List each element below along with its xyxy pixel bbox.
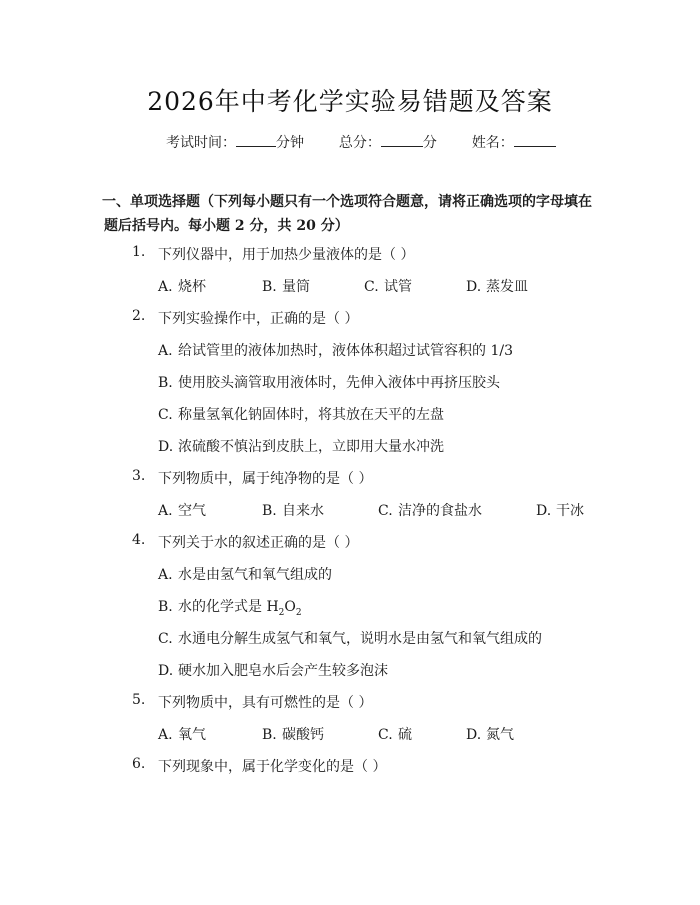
time-label: 考试时间： [166, 135, 236, 151]
option-letter: B. [262, 279, 277, 295]
section-heading-line1: 一、单项选择题（下列每小题只有一个选项符合题意，请将正确选项的字母填在 [102, 194, 592, 210]
q3-option-a [158, 500, 206, 520]
time-unit: 分钟 [276, 135, 304, 151]
option-text: 自来水 [282, 503, 324, 519]
score-unit: 分 [422, 135, 437, 151]
question-number: 6. [132, 756, 146, 772]
q2-option-c [158, 404, 444, 424]
option-text: 洁净的食盐水 [398, 503, 482, 519]
option-text: 试管 [384, 279, 412, 295]
question-text: 下列仪器中，用于加热少量液体的是（ ） [158, 247, 415, 263]
question-number: 2. [132, 308, 146, 324]
option-text: 水通电分解生成氢气和氧气，说明水是由氢气和氧气组成的 [178, 631, 542, 647]
q3-option-b [262, 500, 324, 520]
option-text: 水的化学式是 H [178, 599, 279, 615]
option-text: 蒸发皿 [486, 279, 528, 295]
time-blank [236, 132, 276, 147]
option-text: 氮气 [486, 727, 514, 743]
question-number: 4. [132, 532, 146, 548]
q3-option-c [378, 500, 482, 520]
question-text: 下列物质中，属于纯净物的是（ ） [158, 471, 373, 487]
option-letter: A. [158, 343, 173, 359]
option-text: 硬水加入肥皂水后会产生较多泡沫 [178, 663, 388, 679]
q5-option-a [158, 724, 206, 744]
option-text: 称量氢氧化钠固体时，将其放在天平的左盘 [178, 407, 444, 423]
option-letter: B. [158, 599, 173, 615]
name-label: 姓名： [471, 135, 514, 151]
score-label: 总分： [338, 135, 381, 151]
option-letter: A. [158, 503, 173, 519]
option-text: 碳酸钙 [282, 727, 324, 743]
q4-option-d [158, 660, 388, 680]
page-title: 2026年中考化学实验易错题及答案 [147, 87, 553, 116]
q1-option-d [466, 276, 528, 296]
option-letter: D. [466, 279, 482, 295]
question-text: 下列实验操作中，正确的是（ ） [158, 311, 359, 327]
option-letter: C. [378, 503, 393, 519]
option-letter: C. [364, 279, 379, 295]
question-number: 5. [132, 692, 146, 708]
option-letter: D. [466, 727, 482, 743]
option-letter: C. [158, 631, 173, 647]
question-number: 3. [132, 468, 146, 484]
option-letter: D. [536, 503, 552, 519]
question-text: 下列现象中，属于化学变化的是（ ） [158, 759, 387, 775]
name-blank [514, 132, 556, 147]
option-letter: A. [158, 279, 173, 295]
option-text: 烧杯 [178, 279, 206, 295]
q2-option-d [158, 436, 444, 456]
q4-option-b [158, 596, 302, 618]
option-text: 水是由氢气和氧气组成的 [178, 567, 332, 583]
q5-option-b [262, 724, 324, 744]
formula-part: O [284, 599, 296, 615]
option-text: 使用胶头滴管取用液体时，先伸入液体中再挤压胶头 [178, 375, 500, 391]
option-text: 硫 [398, 727, 412, 743]
q3-option-d [536, 500, 584, 520]
question-text: 下列关于水的叙述正确的是（ ） [158, 535, 359, 551]
section-heading [104, 190, 604, 238]
question-number: 1. [132, 244, 146, 260]
option-letter: B. [262, 727, 277, 743]
q2-option-b [158, 372, 500, 392]
option-letter: A. [158, 727, 173, 743]
q1-option-a [158, 276, 206, 296]
q1-option-c [364, 276, 412, 296]
q4-option-c [158, 628, 542, 648]
subscript: 2 [295, 607, 302, 618]
option-text: 给试管里的液体加热时，液体体积超过试管容积的 1/3 [178, 343, 513, 359]
option-letter: D. [158, 439, 174, 455]
question-text: 下列物质中，具有可燃性的是（ ） [158, 695, 373, 711]
option-letter: B. [262, 503, 277, 519]
option-letter: A. [158, 567, 173, 583]
subscript: 2 [278, 607, 285, 618]
option-letter: B. [158, 375, 173, 391]
score-blank [381, 132, 423, 147]
q5-option-d [466, 724, 514, 744]
option-letter: C. [158, 407, 173, 423]
option-text: 空气 [178, 503, 206, 519]
option-text: 氧气 [178, 727, 206, 743]
q5-option-c [378, 724, 412, 744]
exam-meta [166, 132, 556, 152]
option-letter: C. [378, 727, 393, 743]
q1-option-b [262, 276, 310, 296]
option-text: 量筒 [282, 279, 310, 295]
q2-option-a [158, 340, 513, 360]
q4-option-a [158, 564, 332, 584]
option-text: 干冰 [556, 503, 584, 519]
option-letter: D. [158, 663, 174, 679]
option-text: 浓硫酸不慎沾到皮肤上，立即用大量水冲洗 [178, 439, 444, 455]
section-heading-line2: 题后括号内。每小题 2 分，共 20 分） [104, 218, 349, 234]
